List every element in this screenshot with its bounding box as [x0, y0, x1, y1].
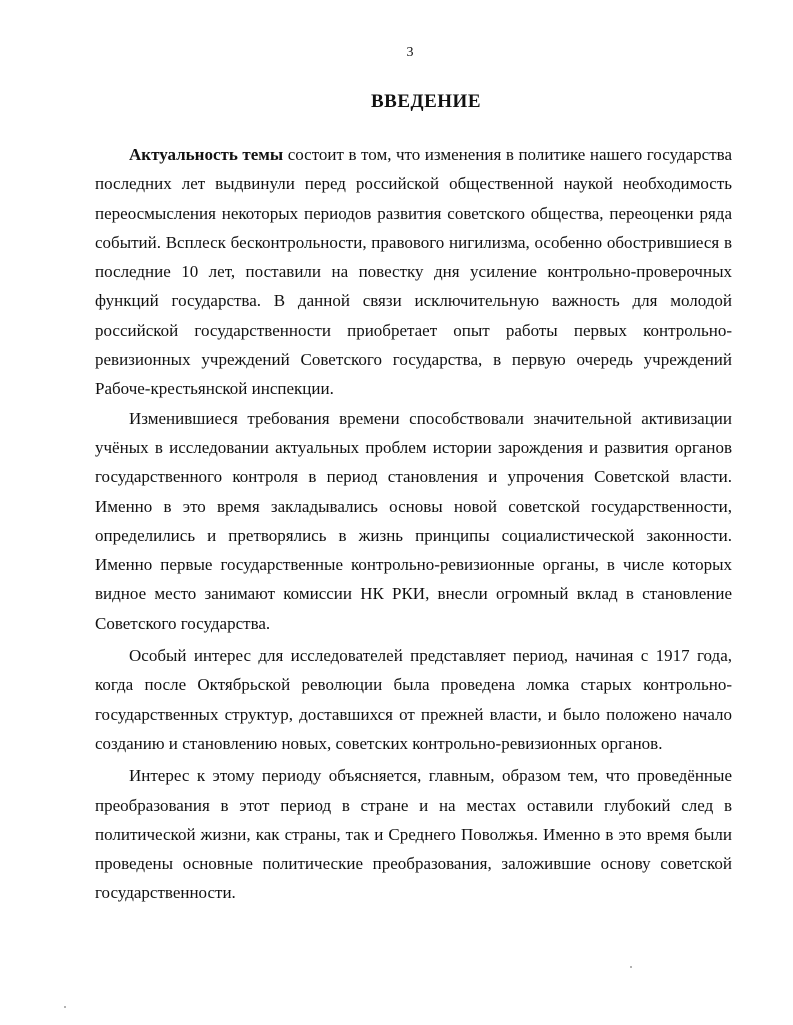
paragraph-lead: Актуальность темы [129, 145, 284, 164]
paragraph-relevance [95, 140, 732, 404]
paragraph-period-interest: Особый интерес для исследователей представляет период, начиная с 1917 года, когда после Октябрьской революции была проведена ломка старых контрольно-государственных структур, доставшихся от прежней власти, и было положено начало созданию и становлению новых, советских контрольно-ревизионных органов. [95, 646, 732, 753]
page-number: 3 [406, 45, 414, 60]
paragraph-requirements: Изменившиеся требования времени способствовали значительной активизации учёных в исследовании актуальных проблем истории зарождения и развития органов государственного контроля в период становления и упрочения Советской власти. Именно в это время закладывались основы новой советской государственности, определились и претворялись в жизнь принципы социалистической законности. Именно первые государственные контрольно-ревизионные органы, в числе которых видное место занимают комиссии НК РКИ, внесли огромный вклад в становление Советского государства. [95, 408, 732, 633]
paragraph-explanation: Интерес к этому периоду объясняется, главным, образом тем, что проведённые преобразования в этот период в стране и на местах оставили глубокий след в политической жизни, как страны, так и Среднего Поволжья. Именно в это время были проведены основные политические преобразования, заложившие основу советской государственности. [95, 766, 732, 903]
page-title: ВВЕДЕНИЕ [371, 91, 481, 112]
body-text [95, 140, 732, 908]
scan-speck [630, 966, 632, 968]
paragraph-text: состоит в том, что изменения в политике нашего государства последних лет выдвинули перед российской общественной наукой необходимость переосмысления некоторых периодов развития советского общества, переоценки ряда событий. Всплеск бесконтрольности, правового нигилизма, особенно обострившиеся в последние 10 лет, поставили на повестку дня усиление контрольно-проверочных функций государства. В данной связи исключительную важность для молодой российской государственности приобретает опыт работы первых контрольно-ревизионных учреждений Советского государства, в первую очередь учреждений Рабоче-крестьянской инспекции. [95, 145, 732, 399]
scan-speck [64, 1006, 66, 1008]
